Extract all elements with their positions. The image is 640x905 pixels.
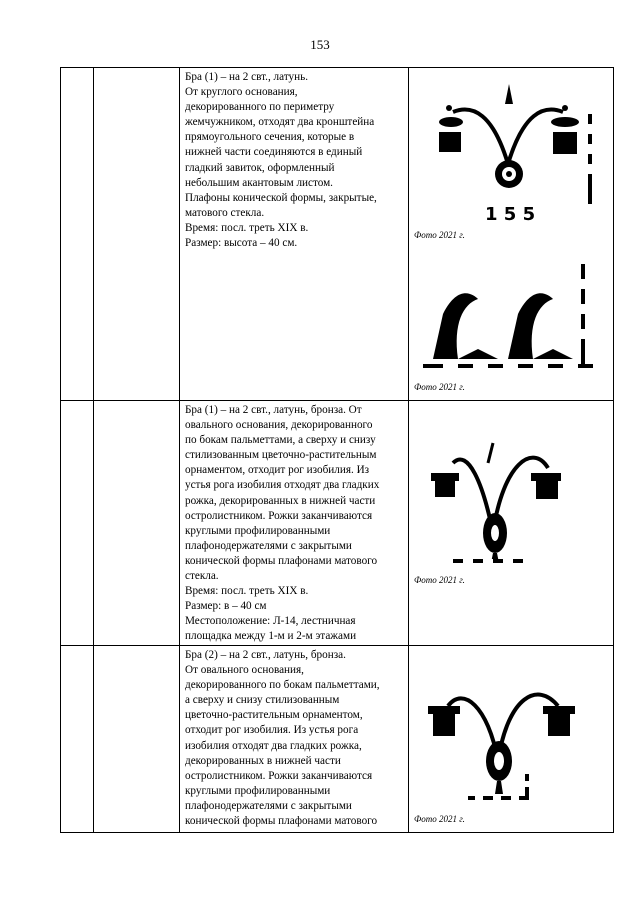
sconce-photo	[413, 666, 603, 806]
photo-cell	[409, 68, 614, 401]
inventory-number-cell	[94, 401, 180, 646]
index-cell	[61, 401, 94, 646]
photo-caption: Фото 2021 г.	[414, 814, 465, 824]
description-cell	[180, 401, 409, 646]
sconce-detail-photo	[413, 254, 603, 374]
page-number: 153	[310, 37, 330, 52]
index-cell	[61, 68, 94, 401]
photo-caption: Фото 2021 г.	[414, 382, 465, 392]
sconce-photo	[413, 423, 603, 563]
photo-cell	[409, 646, 614, 833]
photo-overlay-number: 1 5 5	[485, 204, 536, 224]
item-description: Бра (1) – на 2 свт., латунь, бронза. От овального основания, декорированного по бокам пальметтами, а сверху и снизу стилизованным цветочно-растительным орнаментом, отходит рог изобилия. Из устья рога изобилия отходят два гладких рожка, декорированных в нижней части остролистником. Рожки заканчиваются круглыми профилированными плафонодержателями с закрытыми конической формы плафонами матового стекла. Время: посл. треть XIX в. Размер: в – 40 см Местоположение: Л-14, лестничная площадка между 1-м и 2-м этажами	[185, 404, 380, 643]
table-row	[61, 401, 614, 646]
inventory-number-cell	[94, 646, 180, 833]
table-row	[61, 646, 614, 833]
table-row	[61, 68, 614, 401]
inventory-number-cell	[94, 68, 180, 401]
photo-caption: Фото 2021 г.	[414, 575, 465, 585]
item-description: Бра (2) – на 2 свт., латунь, бронза. От овального основания, декорированного по бокам пальметтами, а сверху и снизу стилизованным цветочно-растительным орнаментом, отходит рог изобилия. Из устья рога изобилия отходят два гладких рожка, декорированных в нижней части остролистником. Рожки заканчиваются круглыми профилированными плафонодержателями с закрытыми конической формы плафонами матового	[185, 649, 380, 828]
photo-cell	[409, 401, 614, 646]
photo-caption: Фото 2021 г.	[414, 230, 465, 240]
item-description: Бра (1) – на 2 свт., латунь. От круглого основания, декорированного по периметру жемчужником, отходят два кронштейна прямоугольного сечения, которые в нижней части соединяются в единый гладкий завиток, оформленный небольшим акантовым листом. Плафоны конической формы, закрытые, матового стекла. Время: посл. треть XIX в. Размер: высота – 40 см.	[185, 71, 377, 250]
sconce-photo	[413, 74, 603, 224]
description-cell	[180, 68, 409, 401]
inventory-table	[60, 67, 614, 833]
index-cell	[61, 646, 94, 833]
description-cell	[180, 646, 409, 833]
